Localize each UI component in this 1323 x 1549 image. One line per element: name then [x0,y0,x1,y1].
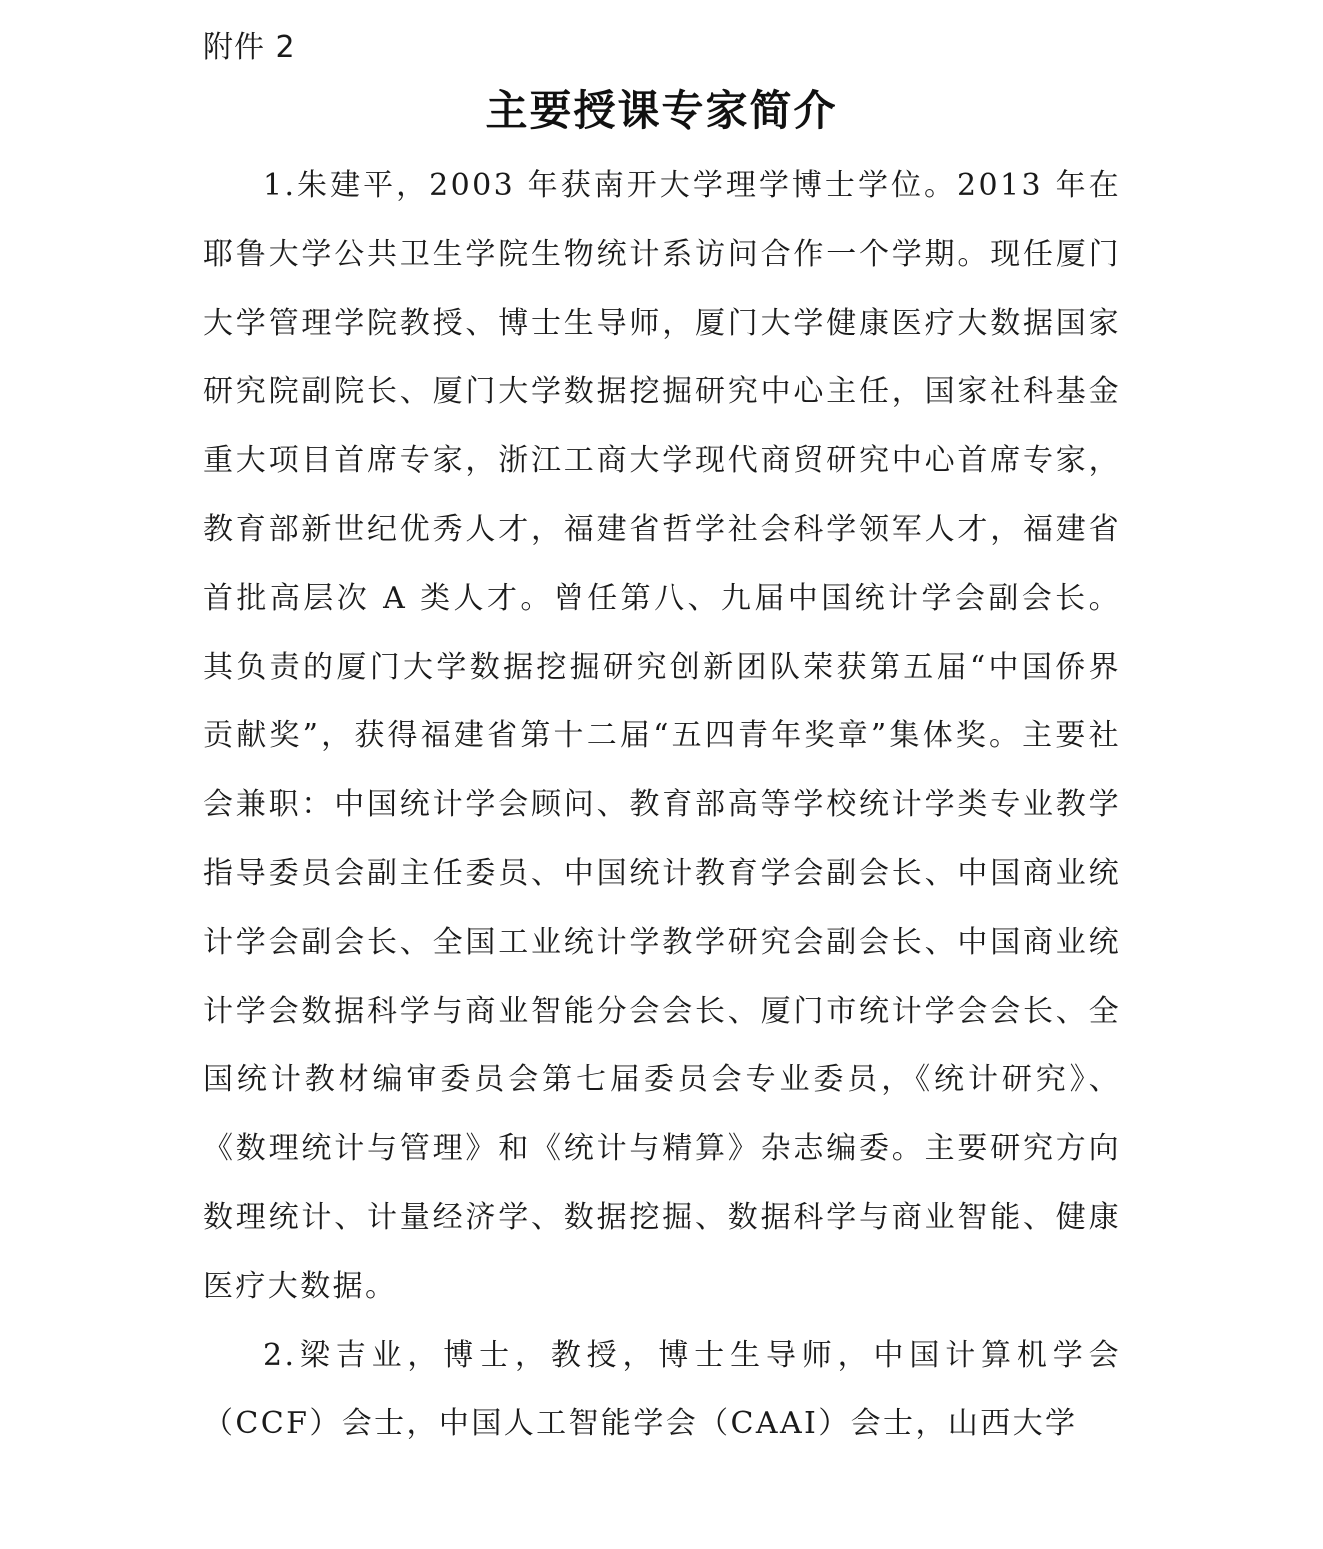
page-title: 主要授课专家简介 [485,86,838,135]
expert-bio-paragraph: 1.朱建平，2003 年获南开大学理学博士学位。2013 年在耶鲁大学公共卫生学院生物统计系访问合作一个学期。现任厦门大学管理学院教授、博士生导师，厦门大学健康医疗大数据国家研究院副院长、厦门大学数据挖掘研究中心主任，国家社科基金重大项目首席专家，浙江工商大学现代商贸研究中心首席专家，教育部新世纪优秀人才，福建省哲学社会科学领军人才，福建省首批高层次 A 类人才。曾任第八、九届中国统计学会副会长。其负责的厦门大学数据挖掘研究创新团队荣获第五届“中国侨界贡献奖”，获得福建省第十二届“五四青年奖章”集体奖。主要社会兼职：中国统计学会顾问、教育部高等学校统计学类专业教学指导委员会副主任委员、中国统计教育学会副会长、中国商业统计学会副会长、全国工业统计学教学研究会副会长、中国商业统计学会数据科学与商业智能分会会长、厦门市统计学会会长、全国统计教材编审委员会第七届委员会专业委员，《统计研究》、《数理统计与管理》和《统计与精算》杂志编委。主要研究方向数理统计、计量经济学、数据挖掘、数据科学与商业智能、健康医疗大数据。 [203,168,1121,1304]
document-body [203,152,1121,1459]
attachment-label: 附件 2 [203,30,296,65]
expert-bio-paragraph: 2.梁吉业，博士，教授，博士生导师，中国计算机学会（CCF）会士，中国人工智能学会（CAAI）会士，山西大学 [203,1337,1121,1442]
